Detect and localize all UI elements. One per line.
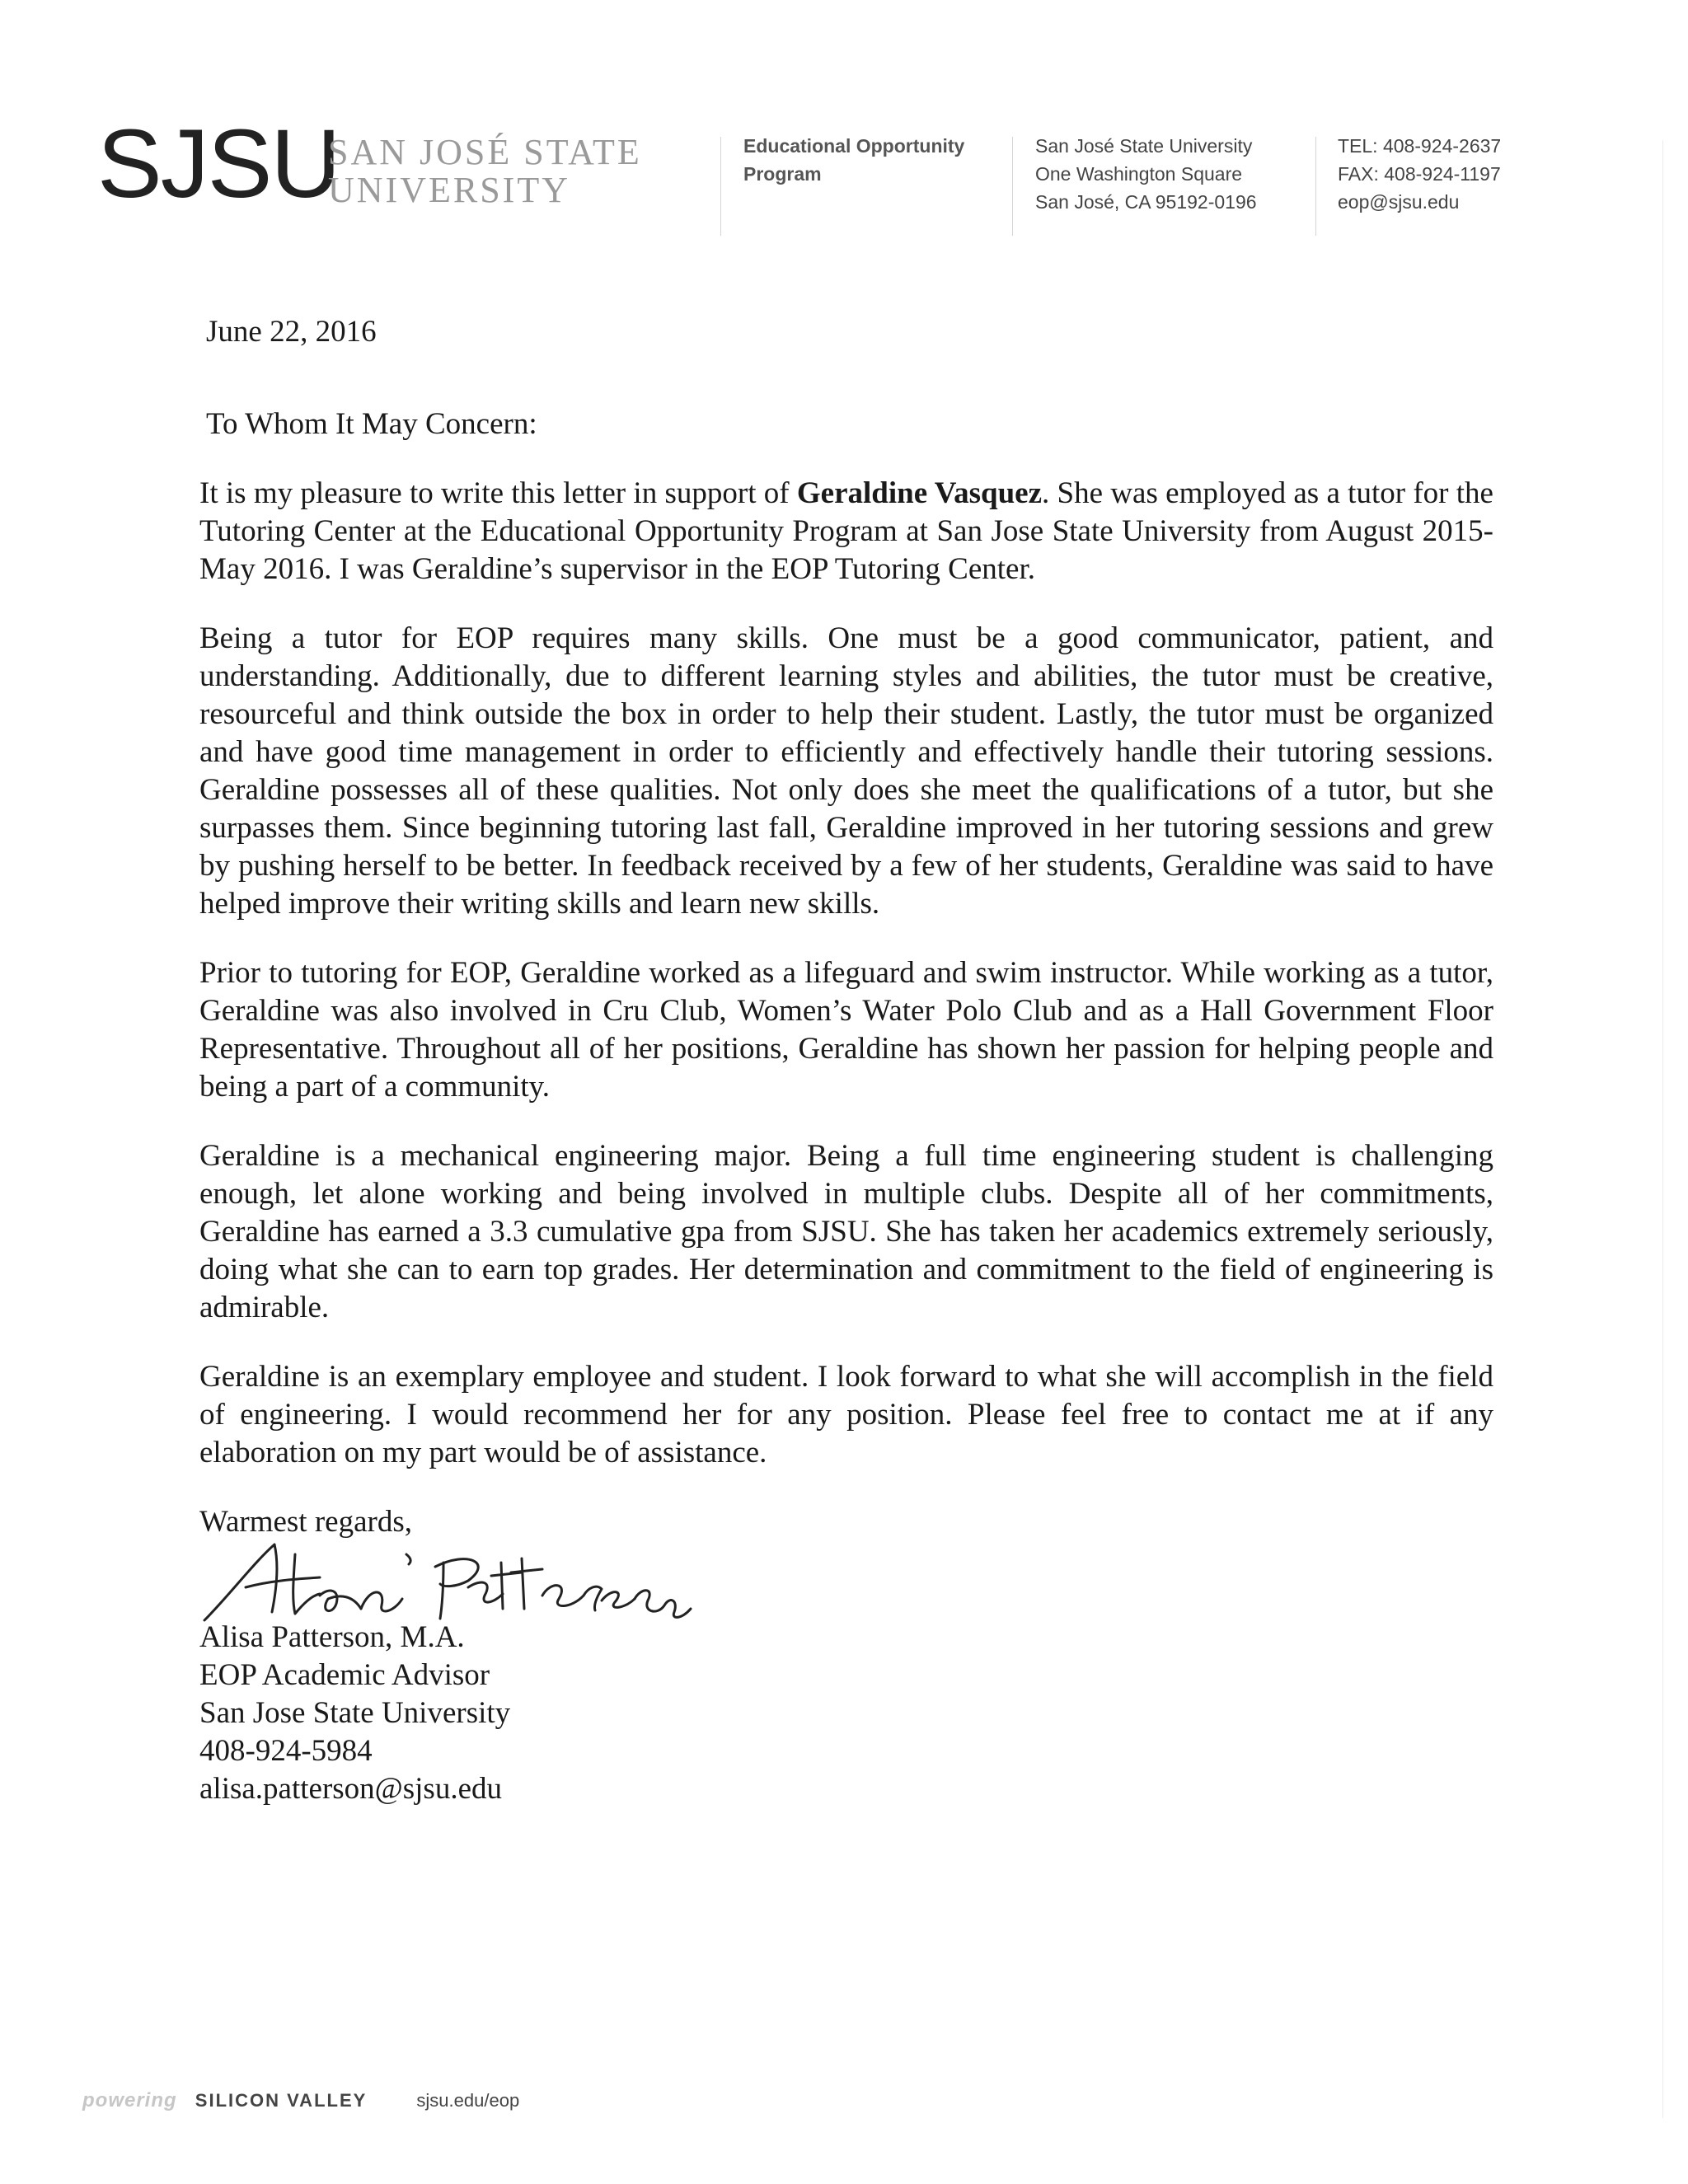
letterhead-divider <box>720 137 721 236</box>
footer-silicon-valley: SILICON VALLEY <box>195 2090 368 2111</box>
signer-email: alisa.patterson@sjsu.edu <box>199 1772 503 1806</box>
signer-organization: San Jose State University <box>199 1696 511 1730</box>
signer-name: Alisa Patterson, M.A. <box>199 1620 465 1654</box>
department-line2: Program <box>743 163 822 185</box>
letterhead-divider <box>1012 137 1013 236</box>
footer-powering: powering <box>82 2089 177 2111</box>
paragraph-1-rest: . She was employed as a tutor for the Tutoring Center at the Educational Opportunity Program at San Jose State University from August 2015-May 2016. I was Geraldine’s supervisor in the EOP Tutoring Center. <box>199 476 1493 586</box>
signature-block <box>199 1619 1493 1808</box>
signer-phone: 408-924-5984 <box>199 1734 373 1768</box>
paragraph-4: Geraldine is a mechanical engineering major. Being a full time engineering student is challenging enough, let alone working and being involved in multiple clubs. Despite all of her commitments, Geraldine has earned a 3.3 cumulative gpa from SJSU. She has taken her academics extremely seriously, doing what she can to earn top grades. Her determination and commitment to the field of engineering is admirable. <box>199 1139 1493 1324</box>
scan-edge-line <box>1662 140 1663 2118</box>
letter-body <box>199 313 1493 1808</box>
salutation: To Whom It May Concern: <box>206 407 537 441</box>
email-line: eop@sjsu.edu <box>1338 191 1460 213</box>
logo-name-line2: UNIVERSITY <box>328 170 570 210</box>
contact-block <box>1338 132 1501 216</box>
address-block <box>1035 132 1257 216</box>
paragraph-3: Prior to tutoring for EOP, Geraldine worked as a lifeguard and swim instructor. While working as a tutor, Geraldine was also involved in Cru Club, Women’s Water Polo Club and as a Hall Government Floor Representative. Throughout all of her positions, Geraldine has shown her passion for helping people and being a part of a community. <box>199 956 1493 1104</box>
footer-url: sjsu.edu/eop <box>416 2090 520 2111</box>
signature <box>199 1544 1493 1619</box>
tel-line: TEL: 408-924-2637 <box>1338 135 1502 157</box>
paragraph-1 <box>199 475 1493 588</box>
letterhead-divider <box>1315 137 1316 236</box>
department-line1: Educational Opportunity <box>743 135 965 157</box>
letter-date: June 22, 2016 <box>206 315 377 349</box>
signer-title: EOP Academic Advisor <box>199 1658 490 1692</box>
address-line1: San José State University <box>1035 135 1253 157</box>
address-line3: San José, CA 95192-0196 <box>1035 191 1257 213</box>
paragraph-1-intro: It is my pleasure to write this letter in support of <box>199 476 797 510</box>
paragraph-2: Being a tutor for EOP requires many skills. One must be a good communicator, patient, and understanding. Additionally, due to different learning styles and abilities, the tutor must be creative, resourceful and think outside the box in order to help their student. Lastly, the tutor must be organized and have good time management in order to efficiently and effectively handle their tutoring sessions. Geraldine possesses all of these qualities. Not only does she meet the qualifications of a tutor, but she surpasses them. Since beginning tutoring last fall, Geraldine improved in her tutoring sessions and grew by pushing herself to be better. In feedback received by a few of her students, Geraldine was said to have helped improve their writing skills and learn new skills. <box>199 621 1493 921</box>
paragraph-5: Geraldine is an exemplary employee and student. I look forward to what she will accomplish in the field of engineering. I would recommend her for any position. Please feel free to contact me at if any elaboration on my part would be of assistance. <box>199 1360 1493 1469</box>
logo-name-line1: SAN JOSÉ STATE <box>328 132 642 172</box>
candidate-name: Geraldine Vasquez <box>796 476 1042 510</box>
handwritten-signature-icon <box>196 1530 707 1637</box>
address-line2: One Washington Square <box>1035 163 1243 185</box>
sjsu-logo-mark: SJSU <box>97 110 340 218</box>
university-name-logo <box>328 134 642 209</box>
department-block <box>743 132 964 188</box>
closing: Warmest regards, <box>199 1505 412 1539</box>
fax-line: FAX: 408-924-1197 <box>1338 163 1501 185</box>
letterhead <box>97 110 1614 231</box>
letter-footer <box>82 2089 519 2112</box>
